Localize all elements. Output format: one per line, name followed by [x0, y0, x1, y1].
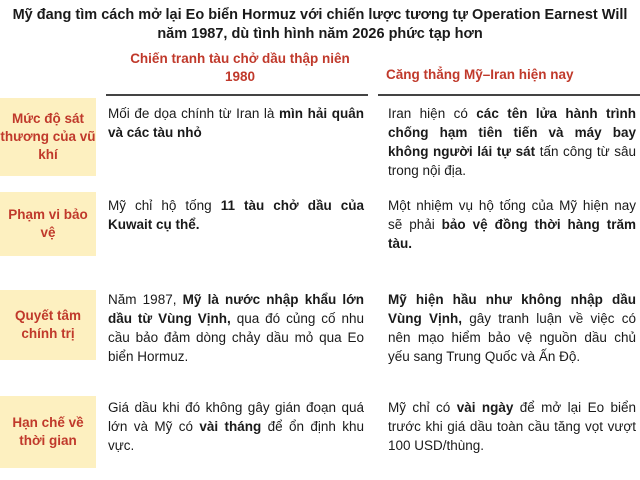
column-divider-current	[378, 94, 640, 96]
cell-1980s-time-constraint	[108, 398, 364, 455]
bold-text-run: Mỹ là nước nhập khẩu lớn dầu từ Vùng Vịnh,	[108, 292, 364, 326]
text-run: Giá dầu khi đó không gây gián đoạn quá lớn và Mỹ có	[108, 400, 364, 434]
cell-current-weapon-lethality	[388, 104, 636, 180]
text-run: qua đó củng cố nhu cầu bảo đảm dòng chảy dầu mỏ qua Eo biển Hormuz.	[108, 311, 364, 364]
bold-text-run: mìn hải quân và các tàu nhỏ	[108, 106, 364, 140]
cell-current-time-constraint	[388, 398, 636, 455]
cell-1980s-weapon-lethality	[108, 104, 364, 142]
row-label-time-constraint	[0, 396, 96, 468]
bold-text-run: các tên lửa hành trình chống hạm tiên tiến và máy bay không người lái tự sát	[388, 106, 636, 159]
text-run: Mỹ chỉ hộ tống	[108, 198, 221, 213]
row-label-text: Quyết tâm chính trị	[14, 308, 82, 341]
text-run: gây tranh luận về việc có nên mạo hiểm bảo vệ nguồn dầu chủ yếu sang Trung Quốc và Ấn Độ.	[388, 311, 636, 364]
cell-current-political-will	[388, 290, 636, 366]
row-label-protection-scope	[0, 192, 96, 256]
bold-text-run: Mỹ hiện hầu như không nhập dầu Vùng Vịnh,	[388, 292, 636, 326]
text-run: Năm 1987,	[108, 292, 183, 307]
column-header-current: Căng thẳng Mỹ–Iran hiện nay	[386, 67, 574, 82]
row-label-weapon-lethality	[0, 98, 96, 176]
text-run: Một nhiệm vụ hộ tống của Mỹ hiện nay sẽ phải	[388, 198, 636, 232]
text-run: Iran hiện có	[388, 106, 477, 121]
bold-text-run: bảo vệ đồng thời hàng trăm tàu.	[388, 217, 636, 251]
bold-text-run: vài ngày	[456, 400, 514, 415]
column-header-1980s: Chiến tranh tàu chở dầu thập niên 1980	[130, 51, 350, 84]
text-run: để mở lại Eo biển trước khi giá dầu toàn cầu tăng vọt vượt 100 USD/thùng.	[388, 400, 636, 453]
row-label-text: Mức độ sát thương của vũ khí	[0, 111, 96, 162]
cell-current-protection-scope	[388, 196, 636, 253]
cell-1980s-political-will	[108, 290, 364, 366]
text-run: tấn công từ sâu trong nội địa.	[388, 144, 636, 178]
bold-text-run: 11 tàu chở dầu của Kuwait cụ thể.	[108, 198, 364, 232]
row-label-political-will	[0, 290, 96, 360]
bold-text-run: vài tháng	[199, 419, 262, 434]
row-label-text: Phạm vi bảo vệ	[8, 207, 88, 240]
text-run: Mỹ chỉ có	[388, 400, 457, 415]
text-run: Mối đe dọa chính từ Iran là	[108, 106, 280, 121]
column-divider-1980s	[106, 94, 368, 96]
cell-1980s-protection-scope	[108, 196, 364, 234]
page-title: Mỹ đang tìm cách mở lại Eo biển Hormuz với chiến lược tương tự Operation Earnest Will năm 1987, dù tình hình năm 2026 phức tạp hơn	[12, 7, 628, 42]
text-run: để ổn định khu vực.	[108, 419, 365, 453]
row-label-text: Hạn chế về thời gian	[12, 415, 84, 448]
